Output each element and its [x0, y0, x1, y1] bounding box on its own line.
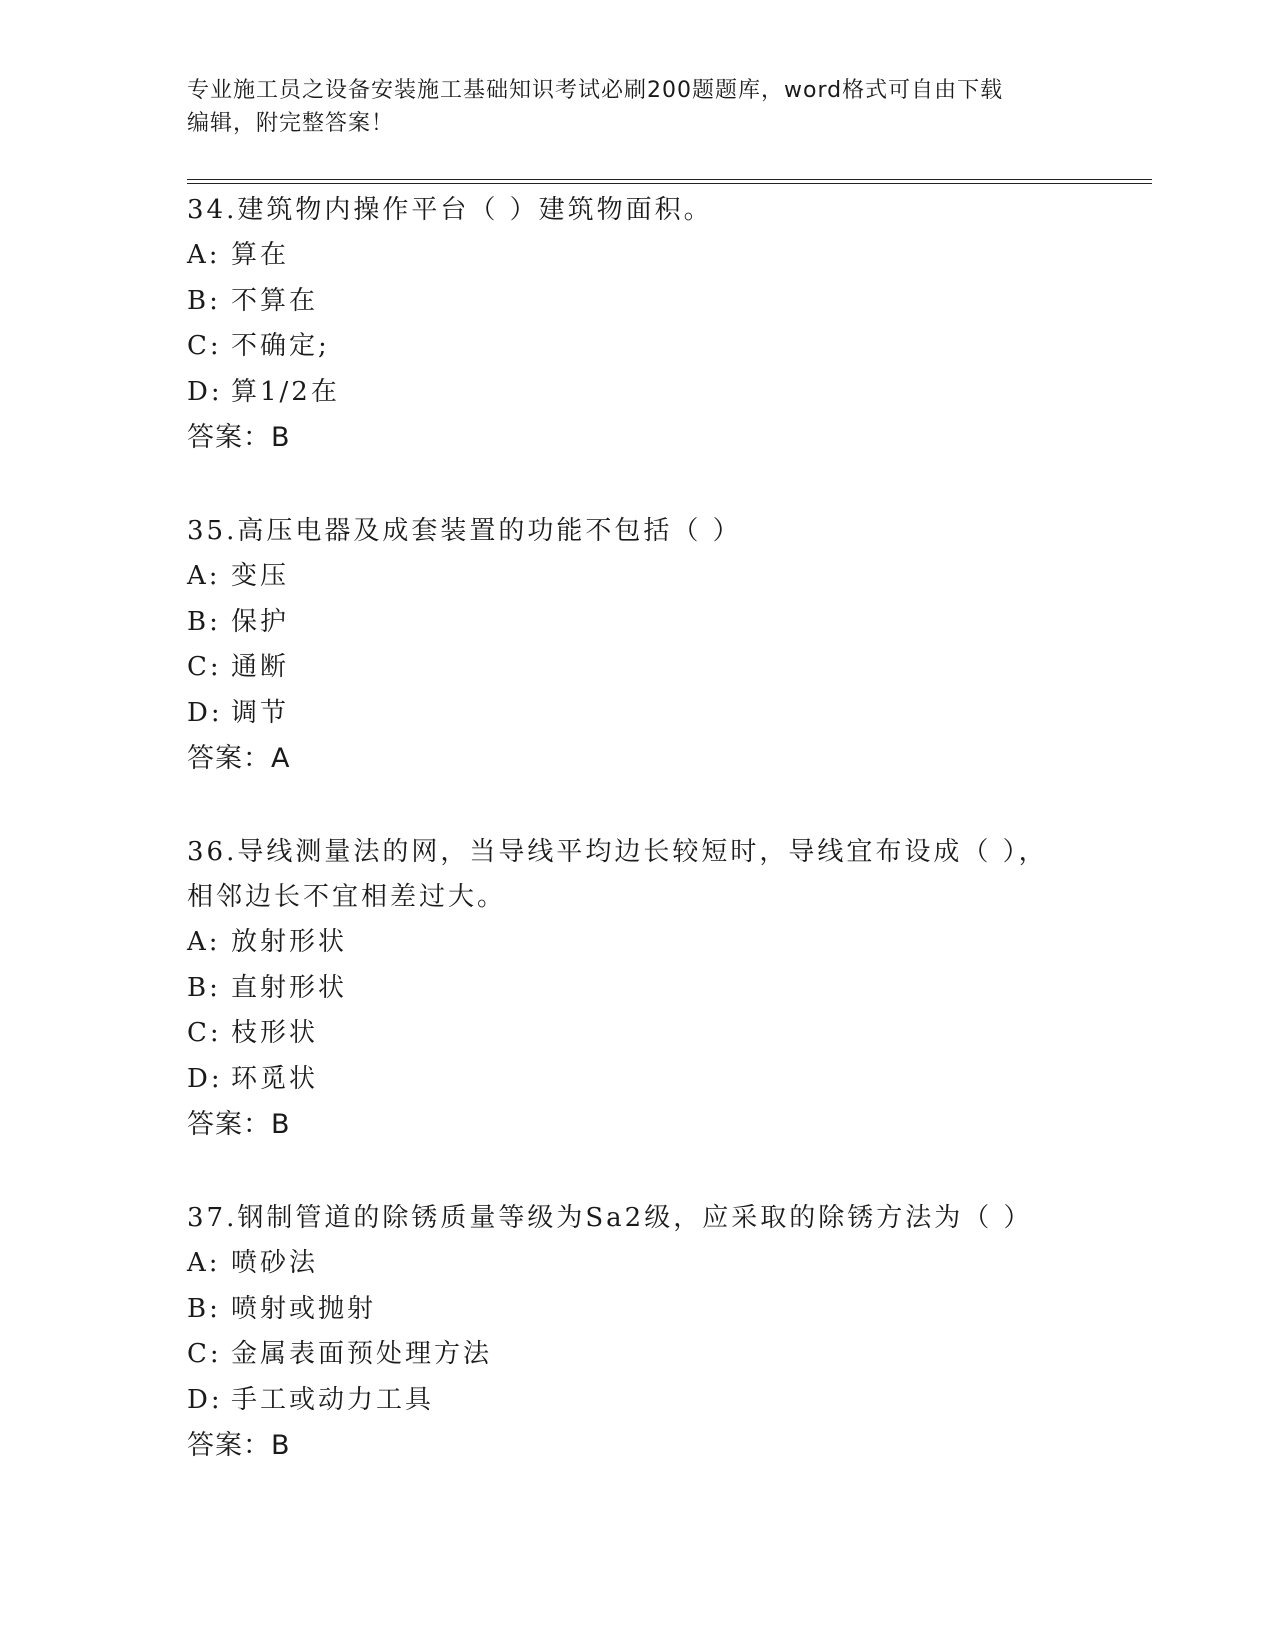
option-letter: B: — [187, 606, 221, 637]
option-b — [187, 279, 1147, 325]
header-divider-top — [187, 179, 1152, 180]
option-text: 直射形状 — [231, 972, 348, 1003]
option-text: 保护 — [231, 606, 290, 637]
option-text: 喷射或抛射 — [231, 1293, 377, 1324]
option-text: 金属表面预处理方法 — [231, 1339, 493, 1369]
option-c — [187, 324, 1147, 370]
option-a — [187, 920, 1147, 966]
option-letter: B: — [187, 972, 221, 1003]
option-text: 放射形状 — [231, 927, 348, 957]
option-text: 算1/2在 — [231, 376, 340, 407]
question-stem: 37.钢制管道的除锈质量等级为Sa2级，应采取的除锈方法为（ ） — [187, 1203, 1033, 1233]
question-36 — [187, 830, 1147, 1148]
option-letter: D: — [187, 1384, 223, 1415]
question-stem: 36.导线测量法的网，当导线平均边长较短时，导线宜布设成（ ），相邻边长不宜相差过大。 — [187, 837, 1048, 912]
option-b — [187, 966, 1147, 1012]
option-letter: D: — [187, 1063, 223, 1094]
option-a — [187, 554, 1147, 600]
option-letter: A: — [187, 1248, 221, 1278]
option-letter: C: — [187, 652, 222, 682]
option-letter: D: — [187, 376, 223, 407]
option-b — [187, 600, 1147, 646]
option-text: 通断 — [231, 652, 290, 682]
question-34 — [187, 188, 1147, 461]
question-list — [187, 188, 1147, 1517]
option-text: 枝形状 — [231, 1018, 319, 1048]
option-text: 喷砂法 — [231, 1248, 319, 1278]
option-d — [187, 1378, 1147, 1424]
option-letter: C: — [187, 1018, 222, 1048]
header-divider-bottom — [187, 183, 1152, 184]
question-37 — [187, 1196, 1147, 1469]
option-letter: C: — [187, 1339, 222, 1369]
document-header — [187, 74, 1087, 140]
option-text: 变压 — [231, 561, 290, 591]
option-text: 调节 — [231, 697, 290, 728]
option-c — [187, 645, 1147, 691]
option-b — [187, 1287, 1147, 1333]
answer-line: 答案：B — [187, 1109, 291, 1140]
header-line-1: 专业施工员之设备安装施工基础知识考试必刷200题题库，word格式可自由下载 — [187, 78, 1004, 103]
option-letter: B: — [187, 285, 221, 316]
question-stem: 34.建筑物内操作平台（ ）建筑物面积。 — [187, 195, 713, 225]
answer-line: 答案：B — [187, 422, 291, 453]
option-text: 算在 — [231, 240, 290, 270]
option-letter: A: — [187, 927, 221, 957]
header-line-2: 编辑，附完整答案！ — [187, 111, 395, 136]
option-text: 环觅状 — [231, 1063, 319, 1094]
question-stem: 35.高压电器及成套装置的功能不包括（ ） — [187, 516, 742, 546]
option-text: 不算在 — [231, 285, 319, 316]
option-letter: D: — [187, 697, 223, 728]
option-letter: C: — [187, 331, 222, 361]
question-35 — [187, 509, 1147, 782]
option-d — [187, 691, 1147, 737]
option-letter: A: — [187, 240, 221, 270]
option-c — [187, 1332, 1147, 1378]
option-a — [187, 233, 1147, 279]
option-letter: A: — [187, 561, 221, 591]
answer-line: 答案：A — [187, 743, 291, 774]
option-text: 手工或动力工具 — [231, 1384, 435, 1415]
option-text: 不确定; — [231, 331, 330, 361]
option-d — [187, 1057, 1147, 1103]
option-letter: B: — [187, 1293, 221, 1324]
option-a — [187, 1241, 1147, 1287]
option-c — [187, 1011, 1147, 1057]
option-d — [187, 370, 1147, 416]
answer-line: 答案：B — [187, 1430, 291, 1461]
